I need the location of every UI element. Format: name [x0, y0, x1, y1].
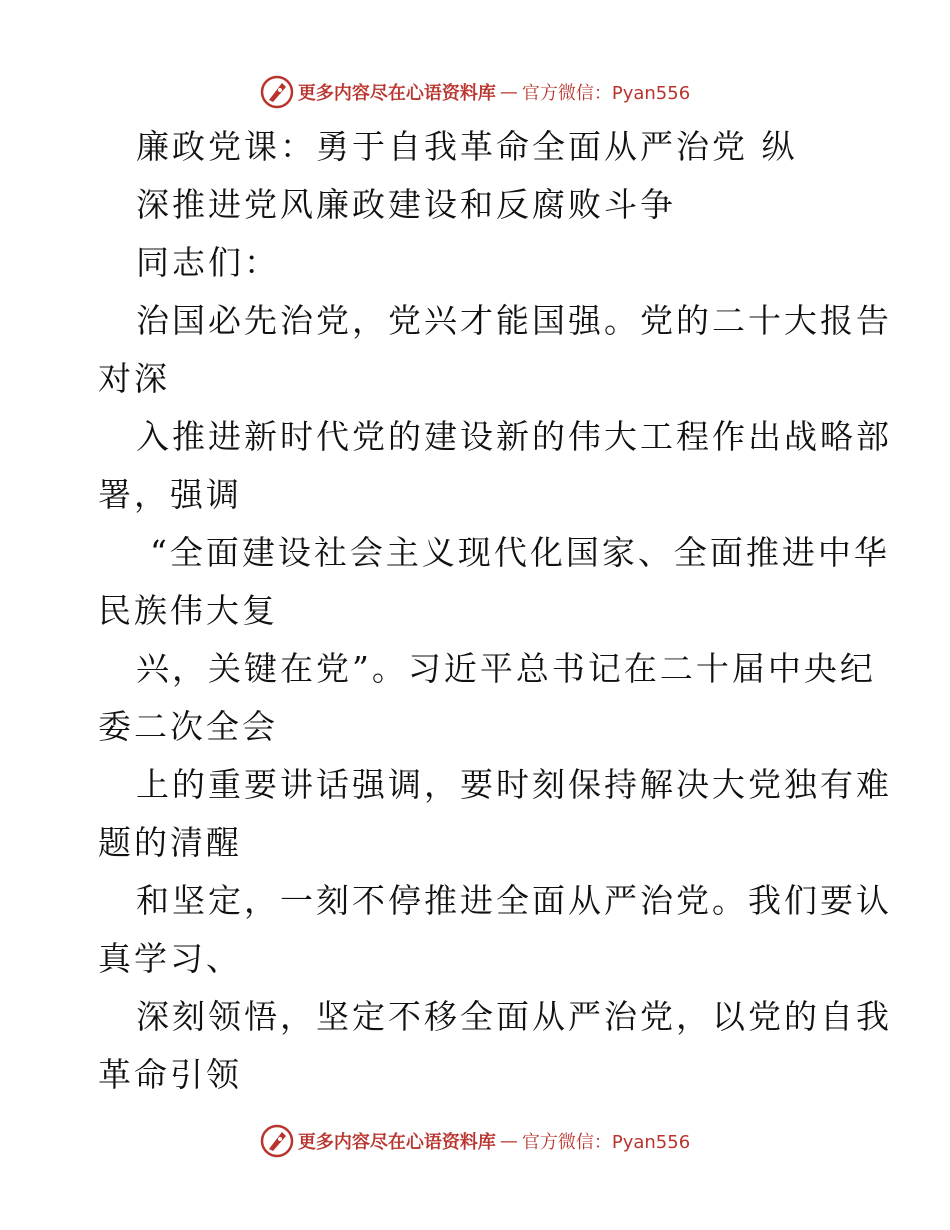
- watermark-separator: —: [499, 81, 518, 103]
- paragraph-line: 署，强调: [98, 475, 242, 514]
- document-title-line-2: 深推进党风廉政建设和反腐败斗争: [136, 185, 676, 224]
- watermark-contact: 官方微信：Pyan556: [521, 1132, 691, 1153]
- paragraph-line: “全面建设社会主义现代化国家、全面推进中华: [150, 533, 890, 572]
- watermark-contact: 官方微信：Pyan556: [521, 83, 691, 104]
- pen-nib-logo-icon: [260, 1124, 294, 1158]
- paragraph-line: 题的清醒: [98, 823, 242, 862]
- watermark-header: [0, 72, 950, 112]
- paragraph-line: 入推进新时代党的建设新的伟大工程作出战略部: [136, 417, 892, 456]
- salutation: 同志们：: [136, 243, 280, 282]
- watermark-footer: [0, 1121, 950, 1161]
- paragraph-line: 革命引领: [98, 1055, 242, 1094]
- paragraph-line: 上的重要讲话强调，要时刻保持解决大党独有难: [136, 765, 892, 804]
- paragraph-line: 真学习、: [98, 939, 242, 978]
- paragraph-line: 委二次全会: [98, 707, 278, 746]
- document-title-line-1: 廉政党课：勇于自我革命全面从严治党 纵: [136, 127, 798, 166]
- watermark-brand: 更多内容尽在心语资料库: [297, 1132, 496, 1153]
- watermark-brand: 更多内容尽在心语资料库: [297, 83, 496, 104]
- paragraph-line: 治国必先治党，党兴才能国强。党的二十大报告: [136, 301, 892, 340]
- paragraph-line: 民族伟大复: [98, 591, 278, 630]
- paragraph-line: 深刻领悟，坚定不移全面从严治党，以党的自我: [136, 997, 892, 1036]
- watermark-separator: —: [499, 1130, 518, 1152]
- paragraph-line: 对深: [98, 359, 170, 398]
- paragraph-line: 和坚定，一刻不停推进全面从严治党。我们要认: [136, 881, 892, 920]
- pen-nib-logo-icon: [260, 75, 294, 109]
- paragraph-line: 兴，关键在党”。习近平总书记在二十届中央纪: [136, 649, 876, 688]
- document-body: [98, 118, 892, 1104]
